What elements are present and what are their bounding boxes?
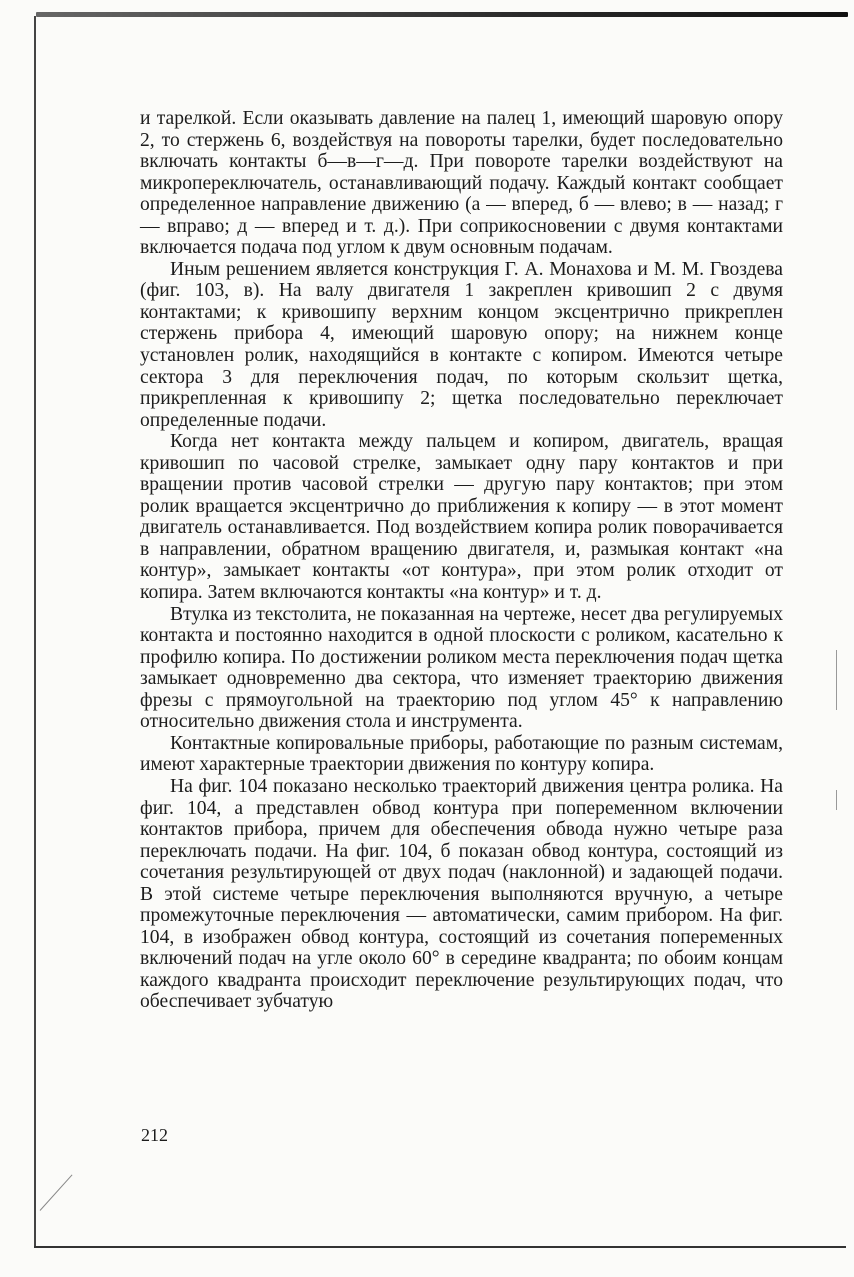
paragraph-6: На фиг. 104 показано несколько траекторий движения центра ролика. На фиг. 104, а представлен обвод контура при попеременном включении контактов прибора, причем для обеспечения обвода нужно четыре раза переключать подачи. На фиг. 104, б показан обвод контура, состоящий из сочетания результирующей от двух подач (наклонной) и задающей подачи. В этой системе четыре переключения выполняются вручную, а четыре промежуточные переключения — автоматически, самим прибором. На фиг. 104, в изображен обвод контура, состоящий из сочетания попеременных включений подач на угле около 60° в середине квадранта; по обоим концам каждого квадранта происходит переключение результирующих подач, что обеспечивает зубчатую — [140, 775, 783, 1013]
paragraph-1: и тарелкой. Если оказывать давление на палец 1, имеющий шаровую опору 2, то стержень 6, воздействуя на повороты тарелки, будет последовательно включать контакты б—в—г—д. При повороте тарелки воздействуют на микропереключатель, останавливающий подачу. Каждый контакт сообщает определенное направление движению (а — вперед, б — влево; в — назад; г — вправо; д — вперед и т. д.). При соприкосновении с двумя контактами включается подача под углом к двум основным подачам. — [140, 108, 783, 259]
paragraph-4: Втулка из текстолита, не показанная на чертеже, несет два регулируемых контакта и постоянно находится в одной плоскости с роликом, касательно к профилю копира. По достижении роликом места переключения подач щетка замыкает одновременно два сектора, что изменяет траекторию движения фрезы с прямоугольной на траекторию под углом 45° к направлению относительно движения стола и инструмента. — [140, 603, 783, 733]
scan-top-edge — [36, 12, 848, 17]
page-number: 212 — [141, 1125, 168, 1145]
scan-bottom-edge — [34, 1246, 846, 1248]
scan-left-edge — [34, 16, 36, 1248]
pencil-mark — [40, 1174, 73, 1210]
paragraph-3: Когда нет контакта между пальцем и копиром, двигатель, вращая кривошип по часовой стрелке, замыкает одну пару контактов и при вращении против часовой стрелки — другую пару контактов; при этом ролик вращается эксцентрично до приближения к копиру — в этот момент двигатель останавливается. Под воздействием копира ролик поворачивается в направлении, обратном вращению двигателя, и, размыкая контакт «на контур», замыкает контакты «от контура», при этом ролик отходит от копира. Затем включаются контакты «на контур» и т. д. — [140, 431, 783, 604]
page-body — [140, 108, 783, 1013]
paragraph-5: Контактные копировальные приборы, работающие по разным системам, имеют характерные траектории движения по контуру копира. — [140, 732, 783, 776]
scan-margin-mark — [836, 650, 837, 710]
paragraph-2: Иным решением является конструкция Г. А. Монахова и М. М. Гвоздева (фиг. 103, в). На валу двигателя 1 закреплен кривошип 2 с двумя контактами; к кривошипу верхним концом эксцентрично прикреплен стержень прибора 4, имеющий шаровую опору; на нижнем конце установлен ролик, находящийся в контакте с копиром. Имеются четыре сектора 3 для переключения подач, по которым скользит щетка, прикрепленная к кривошипу 2; щетка последовательно переключает определенные подачи. — [140, 258, 783, 431]
scan-margin-mark — [836, 790, 837, 810]
